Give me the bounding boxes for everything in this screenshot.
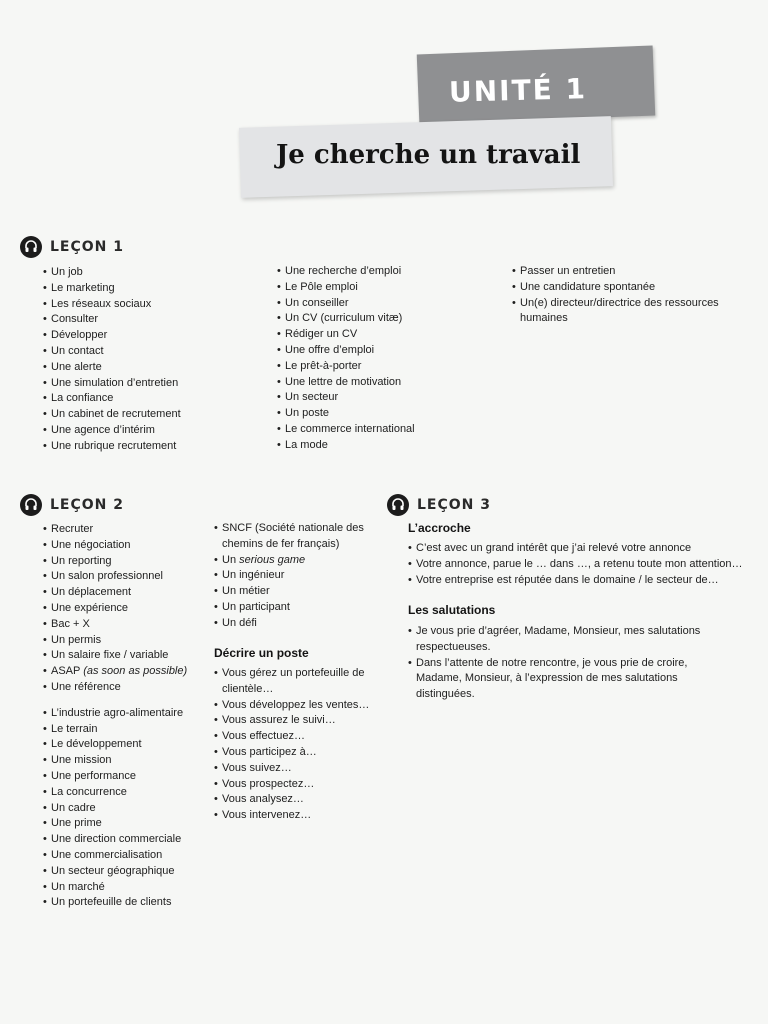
list-item: • Vous effectuez… — [214, 729, 374, 745]
lecon2-heading — [20, 494, 124, 516]
serious-game-prefix: Un — [222, 553, 237, 566]
list-item: • La confiance — [43, 391, 258, 407]
lecon1-list-col2 — [277, 264, 497, 454]
salutations-list — [408, 624, 708, 703]
list-item: • Le prêt-à-porter — [277, 359, 497, 375]
list-item: • Consulter — [43, 312, 258, 328]
list-item: • Passer un entretien — [512, 264, 742, 280]
list-item: • Votre annonce, parue le … dans …, a retenu toute mon attention… — [408, 557, 748, 573]
lecon1-heading — [20, 236, 124, 258]
headphones-icon — [20, 494, 42, 516]
list-item: • Une mission — [43, 753, 213, 769]
list-item: • Dans l’attente de notre rencontre, je vous prie de croire, Madame, Monsieur, à l’expression de mes salutations distinguées. — [408, 656, 708, 703]
lecon1-list-col3 — [512, 264, 742, 327]
list-item: • Un permis — [43, 633, 213, 649]
lecon3-title: LEÇON 3 — [417, 497, 491, 513]
accroche-heading: L’accroche — [408, 521, 471, 535]
list-item: • Un contact — [43, 344, 258, 360]
list-item: • Rédiger un CV — [277, 327, 497, 343]
list-item: • Développer — [43, 328, 258, 344]
list-item: • Une agence d’intérim — [43, 423, 258, 439]
list-item: • Une négociation — [43, 538, 213, 554]
list-item: • C’est avec un grand intérêt que j’ai relevé votre annonce — [408, 541, 748, 557]
list-item: • L’industrie agro-alimentaire — [43, 706, 213, 722]
serious-game-term: serious game — [239, 553, 306, 566]
list-item: • Une lettre de motivation — [277, 375, 497, 391]
list-item: • Un(e) directeur/directrice des ressources humaines — [512, 296, 742, 328]
list-item: • Une recherche d’emploi — [277, 264, 497, 280]
list-item: • Une commercialisation — [43, 848, 213, 864]
list-item: • Vous gérez un portefeuille de clientèle… — [214, 666, 374, 698]
list-item: • Le commerce international — [277, 422, 497, 438]
list-item: • Un métier — [214, 584, 374, 600]
list-item: • Les réseaux sociaux — [43, 297, 258, 313]
list-item: • Un conseiller — [277, 296, 497, 312]
list-item: • Un cabinet de recrutement — [43, 407, 258, 423]
unit-label: UNITÉ 1 — [448, 72, 588, 109]
list-item: • SNCF (Société nationale des chemins de fer français) — [214, 521, 374, 553]
asap-term: ASAP — [51, 665, 81, 678]
list-item: • Une simulation d’entretien — [43, 376, 258, 392]
list-item: • Une direction commerciale — [43, 832, 213, 848]
list-item: • La mode — [277, 438, 497, 454]
list-item: • Un reporting — [43, 554, 213, 570]
list-item — [214, 553, 374, 569]
list-item: • Un CV (curriculum vitæ) — [277, 311, 497, 327]
list-item: • Un déplacement — [43, 585, 213, 601]
list-item: • Votre entreprise est réputée dans le domaine / le secteur de… — [408, 573, 748, 589]
list-item: • Vous participez à… — [214, 745, 374, 761]
lecon2-title: LEÇON 2 — [50, 497, 124, 513]
list-item: • Vous développez les ventes… — [214, 698, 374, 714]
list-item — [43, 664, 213, 680]
list-item: • Un salon professionnel — [43, 569, 213, 585]
list-item: • Le développement — [43, 737, 213, 753]
list-item: • La concurrence — [43, 785, 213, 801]
list-item: • Une offre d’emploi — [277, 343, 497, 359]
list-item: • Vous suivez… — [214, 761, 374, 777]
accroche-list — [408, 541, 748, 588]
lecon2-list-col1 — [43, 522, 213, 911]
list-item: • Bac + X — [43, 617, 213, 633]
list-item: • Une performance — [43, 769, 213, 785]
list-item: • Une candidature spontanée — [512, 280, 742, 296]
list-item: • Une alerte — [43, 360, 258, 376]
list-item: • Une expérience — [43, 601, 213, 617]
list-item: • Un participant — [214, 600, 374, 616]
list-item: • Un secteur géographique — [43, 864, 213, 880]
list-item: • Recruter — [43, 522, 213, 538]
list-item: • Le terrain — [43, 722, 213, 738]
headphones-icon — [387, 494, 409, 516]
list-item: • Vous intervenez… — [214, 808, 374, 824]
decrire-poste-list — [214, 666, 374, 824]
list-item: • Vous analysez… — [214, 792, 374, 808]
list-item: • Vous assurez le suivi… — [214, 713, 374, 729]
list-item: • Un portefeuille de clients — [43, 895, 213, 911]
lecon1-title: LEÇON 1 — [50, 239, 124, 255]
lecon1-list-col1 — [43, 265, 258, 455]
list-item: • Un salaire fixe / variable — [43, 648, 213, 664]
list-item: • Le marketing — [43, 281, 258, 297]
list-item: • Un ingénieur — [214, 568, 374, 584]
list-item: • Une prime — [43, 816, 213, 832]
list-item: • Un marché — [43, 880, 213, 896]
decrire-poste-heading: Décrire un poste — [214, 646, 309, 660]
list-item: • Un poste — [277, 406, 497, 422]
list-item: • Un secteur — [277, 390, 497, 406]
asap-note: (as soon as possible) — [83, 665, 188, 678]
page-title: Je cherche un travail — [276, 140, 581, 170]
list-item: • Le Pôle emploi — [277, 280, 497, 296]
list-item: • Un défi — [214, 616, 374, 632]
lecon3-heading — [387, 494, 491, 516]
list-item: • Je vous prie d’agréer, Madame, Monsieur, mes salutations respectueuses. — [408, 624, 708, 656]
headphones-icon — [20, 236, 42, 258]
lecon2-list-col2 — [214, 521, 374, 632]
list-item: • Vous prospectez… — [214, 777, 374, 793]
list-item: • Une rubrique recrutement — [43, 439, 258, 455]
list-item: • Un cadre — [43, 801, 213, 817]
salutations-heading: Les salutations — [408, 603, 496, 617]
list-item: • Une référence — [43, 680, 213, 696]
list-item: • Un job — [43, 265, 258, 281]
